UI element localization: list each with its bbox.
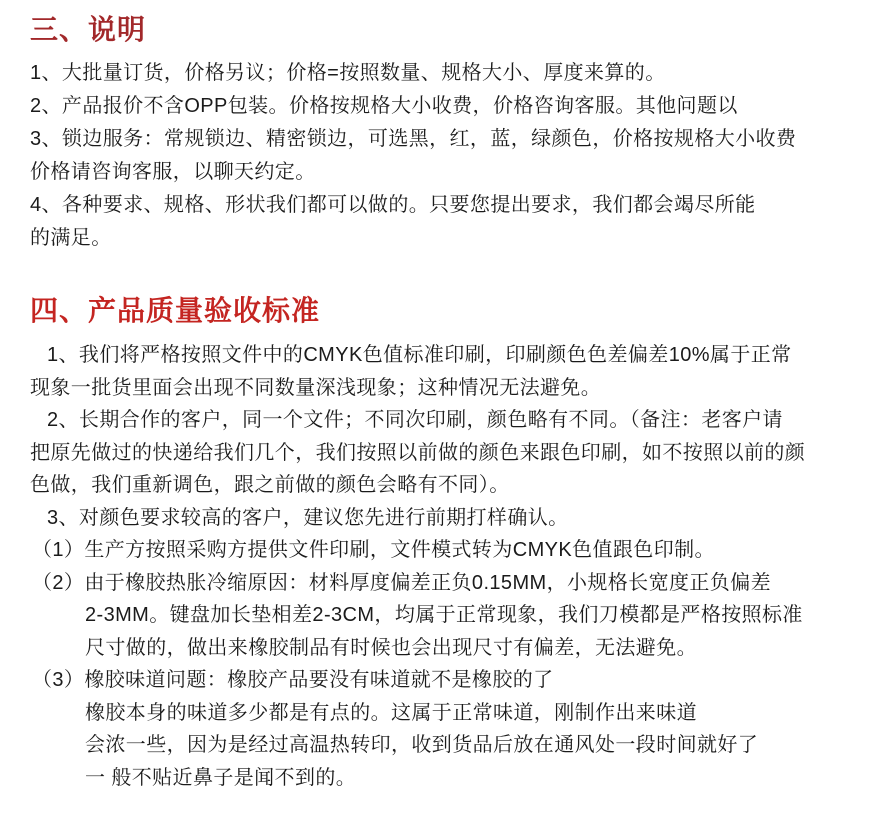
text-line: 橡胶本身的味道多少都是有点的。这属于正常味道，刚制作出来味道: [85, 701, 697, 724]
text-line: 把原先做过的快递给我们几个，我们按照以前做的颜色来跟色印刷，如不按照以前的颜: [30, 441, 806, 464]
text-line: （2）由于橡胶热胀冷缩原因：材料厚度偏差正负0.15MM，小规格长宽度正负偏差: [32, 571, 771, 594]
text-line: 的满足。: [30, 227, 112, 249]
text-line: （3）橡胶味道问题：橡胶产品要没有味道就不是橡胶的了: [32, 669, 554, 691]
section-heading-quality-standard: 四、产品质量验收标准: [30, 295, 321, 326]
text-line: 1、大批量订货，价格另议；价格=按照数量、规格大小、厚度来算的。: [30, 62, 666, 84]
text-line: （1）生产方按照采购方提供文件印刷，文件模式转为CMYK色值跟色印制。: [32, 539, 715, 561]
text-line: 3、对颜色要求较高的客户，建议您先进行前期打样确认。: [47, 506, 569, 529]
text-line: 色做，我们重新调色，跟之前做的颜色会略有不同）。: [30, 474, 510, 496]
text-line: 3、锁边服务：常规锁边、精密锁边，可选黑，红，蓝，绿颜色，价格按规格大小收费: [30, 128, 797, 150]
section-instructions-body: [30, 57, 866, 255]
text-line: 尺寸做的，做出来橡胶制品有时候也会出现尺寸有偏差，无法避免。: [85, 636, 697, 659]
text-line: 2-3MM。键盘加长垫相差2-3CM，均属于正常现象，我们刀模都是严格按照标准: [85, 604, 803, 626]
section-quality-standard-body: [30, 339, 866, 794]
text-line: 1、我们将严格按照文件中的CMYK色值标准印刷，印刷颜色色差偏差10%属于正常: [47, 344, 792, 366]
text-line: 2、长期合作的客户，同一个文件；不同次印刷，颜色略有不同。（备注：老客户请: [47, 409, 783, 431]
text-line: 会浓一些，因为是经过高温热转印，收到货品后放在通风处一段时间就好了: [85, 734, 759, 756]
text-line: 4、各种要求、规格、形状我们都可以做的。只要您提出要求，我们都会竭尽所能: [30, 194, 756, 216]
text-line: 价格请咨询客服，以聊天约定。: [30, 161, 316, 183]
text-line: 2、产品报价不含OPP包装。价格按规格大小收费，价格咨询客服。其他问题以: [30, 95, 738, 117]
text-line: 一 般不贴近鼻子是闻不到的。: [85, 766, 357, 789]
text-line: 现象一批货里面会出现不同数量深浅现象；这种情况无法避免。: [30, 376, 602, 399]
section-heading-instructions: 三、说明: [30, 14, 147, 45]
